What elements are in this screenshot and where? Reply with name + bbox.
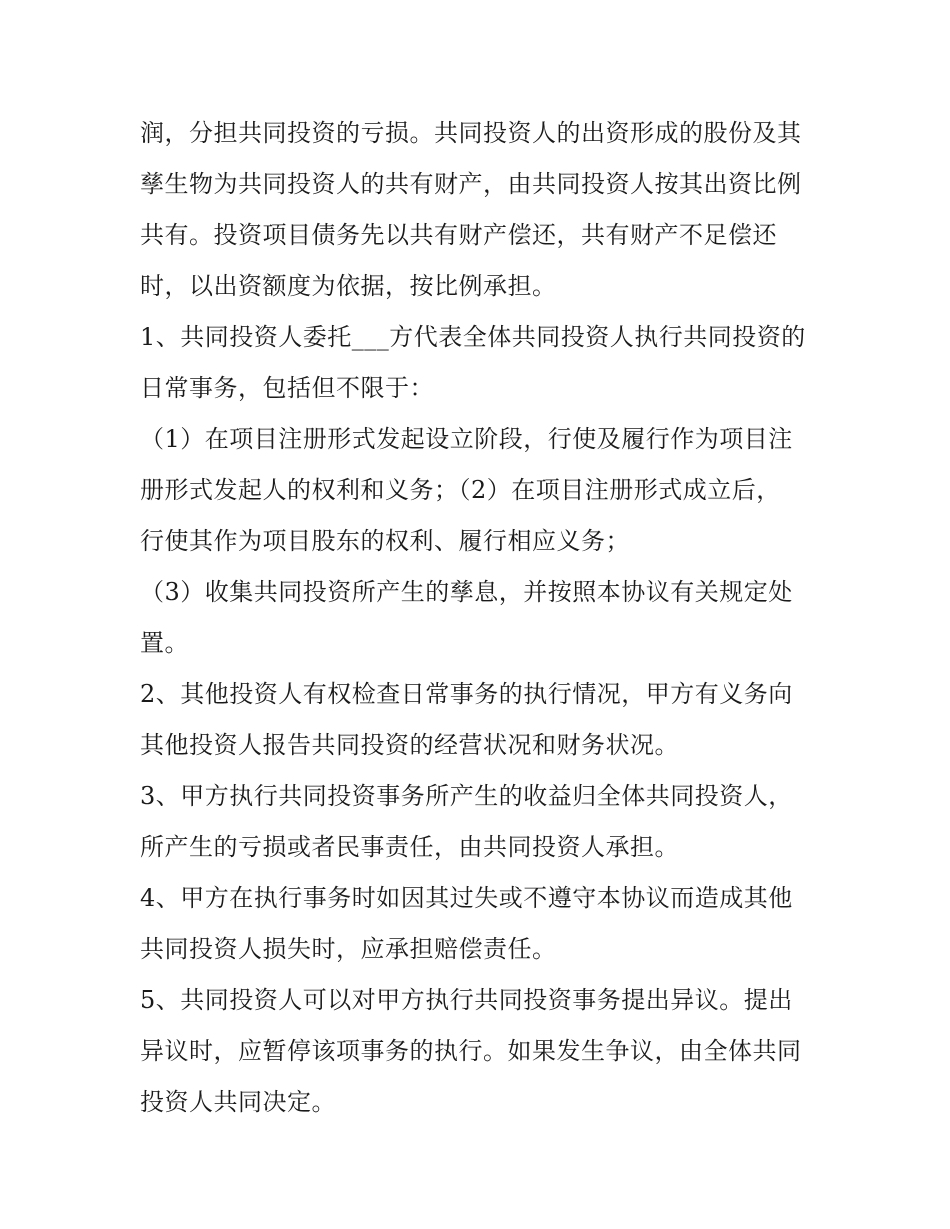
clause-2-line: 2、其他投资人有权检查日常事务的执行情况，甲方有义务向 (140, 680, 793, 708)
text-line: 所产生的亏损或者民事责任，由共同投资人承担。 (140, 833, 679, 861)
sub-item-3-line: （3）收集共同投资所产生的孳息，并按照本协议有关规定处 (140, 578, 793, 606)
sub-item-2-line: 册形式发起人的权利和义务；（2）在项目注册形式成立后， (140, 476, 781, 504)
text-line: 投资人共同决定。 (140, 1088, 336, 1116)
text-line: 异议时，应暂停该项事务的执行。如果发生争议，由全体共同 (140, 1037, 802, 1065)
text-line: 共同投资人损失时，应承担赔偿责任。 (140, 935, 557, 963)
document-body (140, 108, 820, 1128)
text-line: 置。 (140, 629, 189, 657)
clause-3-line: 3、甲方执行共同投资事务所产生的收益归全体共同投资人， (140, 782, 793, 810)
clause-5-line: 5、共同投资人可以对甲方执行共同投资事务提出异议。提出 (140, 986, 793, 1014)
text-line: 行使其作为项目股东的权利、履行相应义务； (140, 527, 630, 555)
text-line: 润，分担共同投资的亏损。共同投资人的出资形成的股份及其 (140, 119, 802, 147)
clause-1-line: 1、共同投资人委托___方代表全体共同投资人执行共同投资的 (140, 323, 806, 351)
text-line: 孳生物为共同投资人的共有财产，由共同投资人按其出资比例 (140, 170, 802, 198)
clause-4-line: 4、甲方在执行事务时如因其过失或不遵守本协议而造成其他 (140, 884, 793, 912)
text-line: 日常事务，包括但不限于： (140, 374, 434, 402)
text-line: 时，以出资额度为依据，按比例承担。 (140, 272, 557, 300)
text-line: 共有。投资项目债务先以共有财产偿还，共有财产不足偿还 (140, 221, 777, 249)
sub-item-1-line: （1）在项目注册形式发起设立阶段，行使及履行作为项目注 (140, 425, 793, 453)
text-line: 其他投资人报告共同投资的经营状况和财务状况。 (140, 731, 679, 759)
